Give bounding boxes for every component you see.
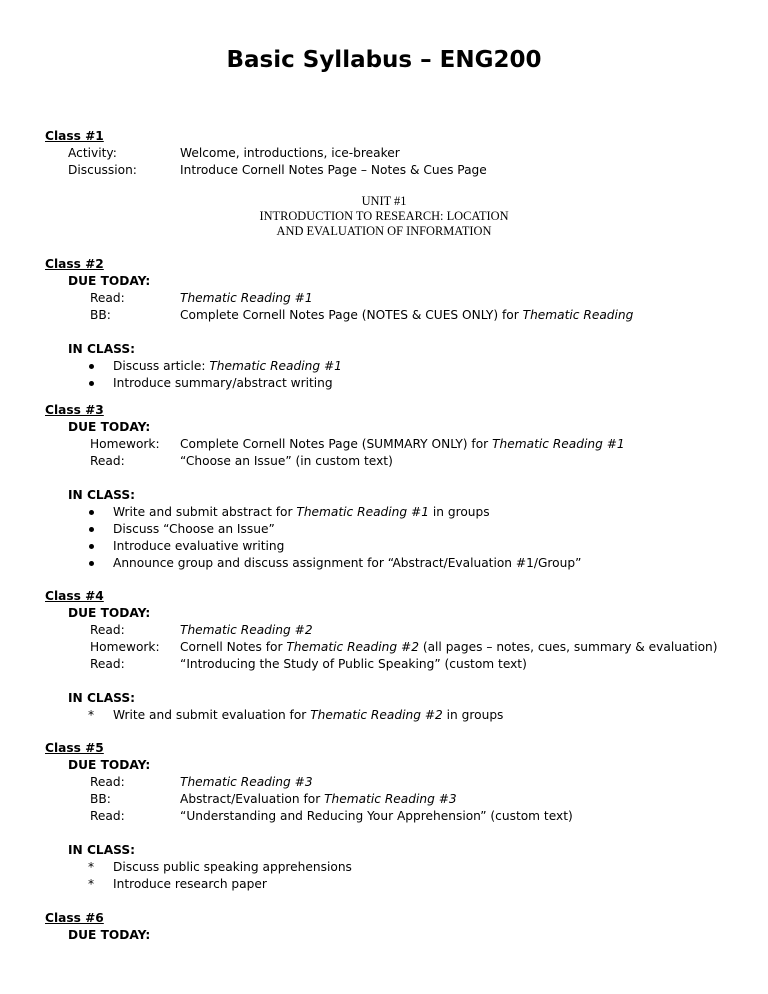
class-3-read-label: Read: [90,454,125,468]
class-3-in-class: IN CLASS: [68,488,136,502]
class-5-bb-label: BB: [90,792,111,806]
class-3-read-value: “Choose an Issue” (in custom text) [180,454,393,468]
class-2-bb-value: Complete Cornell Notes Page (NOTES & CUES ONLY) for Thematic Reading [180,308,634,322]
bullet-icon [89,561,94,566]
class-5-read-value: Thematic Reading #3 [180,775,313,789]
class-5-bullet-1: * Discuss public speaking apprehensions [88,860,352,874]
bullet-icon [89,364,94,369]
class-5-heading: Class #5 [45,741,104,755]
class-2-bb-label: BB: [90,308,111,322]
class-4-due-today: DUE TODAY: [68,606,151,620]
class-4-bullet-1: * Write and submit evaluation for Thematic Reading #2 in groups [88,708,504,722]
bullet-icon [89,544,94,549]
class-4-read-value: Thematic Reading #2 [180,623,313,637]
class-5-in-class: IN CLASS: [68,843,136,857]
class-4-read-label: Read: [90,623,125,637]
bullet-icon [89,381,94,386]
class-6-due-today: DUE TODAY: [68,928,151,942]
page-title: Basic Syllabus – ENG200 [226,47,542,73]
class-1-activity-label: Activity: [68,146,117,160]
class-5-bb-value: Abstract/Evaluation for Thematic Reading #3 [180,792,457,806]
class-1-activity-value: Welcome, introductions, ice-breaker [180,146,400,160]
class-5-read-value-2: “Understanding and Reducing Your Apprehension” (custom text) [180,809,573,823]
class-3-bullet-1: Write and submit abstract for Thematic Reading #1 in groups [113,504,490,521]
unit-title-line-1: INTRODUCTION TO RESEARCH: LOCATION [259,209,509,223]
class-4-read-label-2: Read: [90,657,125,671]
asterisk-bullet: * [88,860,95,874]
asterisk-bullet: * [88,877,95,891]
class-2-bullet-1: Discuss article: Thematic Reading #1 [113,358,342,375]
class-3-due-today: DUE TODAY: [68,420,151,434]
class-4-in-class: IN CLASS: [68,691,136,705]
class-2-heading: Class #2 [45,257,104,271]
class-3-homework-value: Complete Cornell Notes Page (SUMMARY ONLY) for Thematic Reading #1 [180,437,625,451]
class-3-homework-label: Homework: [90,437,160,451]
class-3-bullet-3: Introduce evaluative writing [113,538,284,555]
bullet-icon [89,527,94,532]
class-3-bullet-2: Discuss “Choose an Issue” [113,521,275,538]
class-5-read-label: Read: [90,775,125,789]
class-4-heading: Class #4 [45,589,104,603]
class-6-heading: Class #6 [45,911,104,925]
class-4-homework-label: Homework: [90,640,160,654]
class-5-read-label-2: Read: [90,809,125,823]
class-1-discussion-value: Introduce Cornell Notes Page – Notes & Cues Page [180,163,487,177]
class-4-read-value-2: “Introducing the Study of Public Speaking” (custom text) [180,657,527,671]
class-4-homework-value: Cornell Notes for Thematic Reading #2 (all pages – notes, cues, summary & evaluation) [180,640,718,654]
class-5-bullet-2: * Introduce research paper [88,877,267,891]
class-1-discussion-label: Discussion: [68,163,137,177]
unit-number: UNIT #1 [361,194,407,208]
bullet-icon [89,510,94,515]
unit-title-line-2: AND EVALUATION OF INFORMATION [276,224,492,238]
class-5-due-today: DUE TODAY: [68,758,151,772]
class-3-heading: Class #3 [45,403,104,417]
class-2-read-value: Thematic Reading #1 [180,291,313,305]
class-2-read-label: Read: [90,291,125,305]
class-3-bullet-4: Announce group and discuss assignment for “Abstract/Evaluation #1/Group” [113,555,581,572]
class-2-bullet-2: Introduce summary/abstract writing [113,375,333,392]
class-2-due-today: DUE TODAY: [68,274,151,288]
class-1-heading: Class #1 [45,129,104,143]
asterisk-bullet: * [88,708,95,722]
class-2-in-class: IN CLASS: [68,342,136,356]
